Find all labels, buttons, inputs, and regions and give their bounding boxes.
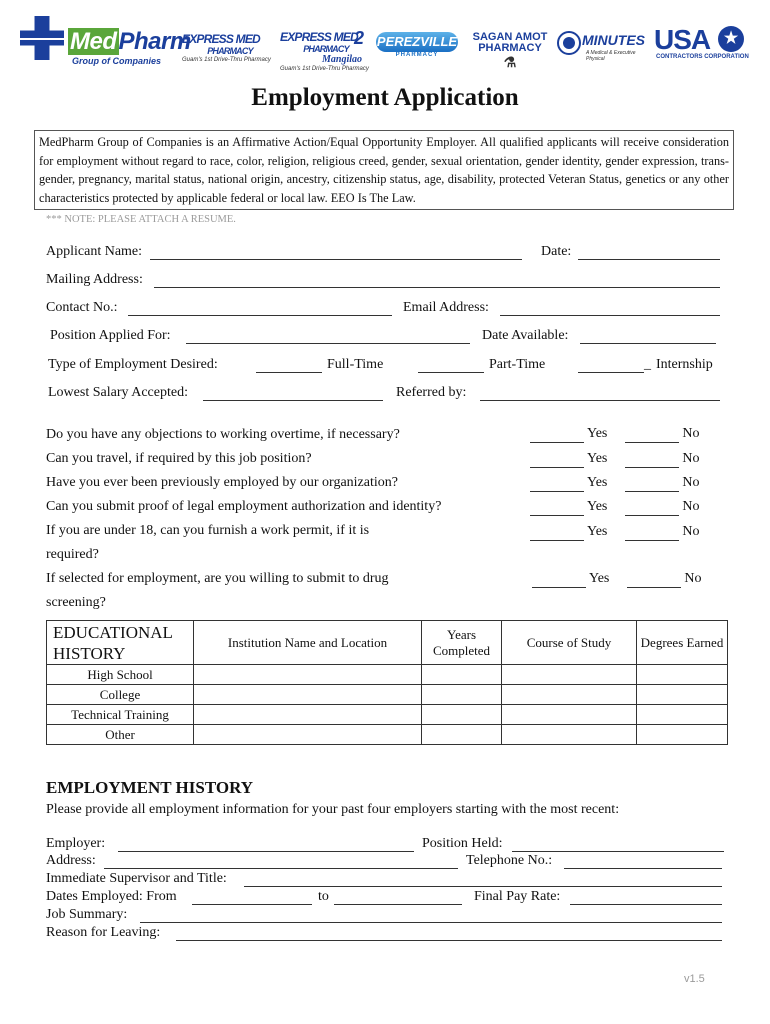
logo-subtext: PHARMACY: [303, 44, 349, 54]
table-cell[interactable]: [422, 725, 502, 745]
position-held-label: Position Held:: [422, 836, 503, 851]
date-field[interactable]: [578, 259, 720, 260]
reason-leaving-label: Reason for Leaving:: [46, 925, 161, 940]
internship-underscore: _: [644, 357, 651, 372]
question-work-permit-cont: required?: [46, 547, 99, 562]
table-cell[interactable]: [194, 705, 422, 725]
logo-tagline: Guam's 1st Drive-Thru Pharmacy: [182, 57, 271, 63]
table-cell[interactable]: [194, 665, 422, 685]
version-label: v1.5: [684, 973, 705, 985]
table-cell[interactable]: [637, 685, 728, 705]
table-row: [47, 665, 728, 685]
referred-by-label: Referred by:: [396, 385, 467, 400]
internship-checkbox[interactable]: [578, 372, 644, 373]
resume-note: *** NOTE: PLEASE ATTACH A RESUME.: [46, 214, 236, 225]
table-cell[interactable]: [502, 705, 637, 725]
email-label: Email Address:: [403, 300, 489, 315]
no-blank[interactable]: [627, 571, 681, 588]
date-available-label: Date Available:: [482, 328, 569, 343]
job-summary-field[interactable]: [140, 922, 722, 923]
question-previous-employment: Have you ever been previously employed by our organization?: [46, 475, 398, 490]
logo-subtext: PHARMACY: [395, 52, 439, 58]
final-pay-field[interactable]: [570, 904, 722, 905]
lowest-salary-field[interactable]: [203, 400, 383, 401]
no-blank[interactable]: [625, 451, 679, 468]
answer-previous-employment: [530, 475, 699, 492]
referred-by-field[interactable]: [480, 400, 720, 401]
yes-label: Yes: [586, 524, 608, 539]
logo-text: Med: [70, 28, 117, 55]
yes-blank[interactable]: [532, 571, 586, 588]
column-header: Years Completed: [422, 621, 502, 665]
star-icon: ★: [718, 26, 744, 52]
table-cell[interactable]: [422, 685, 502, 705]
page-title: Employment Application: [251, 84, 519, 111]
sagan-amot-logo: [470, 31, 550, 70]
yes-label: Yes: [586, 499, 608, 514]
education-title-line: EDUCATIONAL: [53, 622, 173, 642]
dates-to-label: to: [318, 889, 329, 904]
logo-town: Mangilao: [321, 54, 362, 65]
answer-drug-screening: [532, 571, 701, 588]
logo-text: SAGAN AMOT: [472, 31, 548, 43]
lowest-salary-label: Lowest Salary Accepted:: [48, 385, 188, 400]
telephone-field[interactable]: [564, 868, 722, 869]
date-available-field[interactable]: [580, 343, 716, 344]
table-cell[interactable]: [422, 705, 502, 725]
question-work-permit: If you are under 18, can you furnish a work permit, if it is: [46, 523, 370, 538]
applicant-name-label: Applicant Name:: [46, 244, 143, 259]
logo-text: USA: [654, 24, 711, 55]
question-travel: Can you travel, if required by this job position?: [46, 451, 312, 466]
logo-number: 2: [353, 28, 364, 48]
table-cell[interactable]: [637, 665, 728, 685]
table-cell[interactable]: [194, 725, 422, 745]
table-cell[interactable]: [422, 665, 502, 685]
yes-blank[interactable]: [530, 451, 584, 468]
yes-label: Yes: [586, 475, 608, 490]
medpharm-logo: [20, 16, 191, 68]
answer-overtime: [530, 426, 699, 443]
no-blank[interactable]: [625, 426, 679, 443]
position-applied-field[interactable]: [186, 343, 470, 344]
table-cell[interactable]: [502, 685, 637, 705]
question-overtime: Do you have any objections to working overtime, if necessary?: [46, 427, 400, 442]
employment-history-title: EMPLOYMENT HISTORY: [46, 778, 254, 797]
express-med-2-logo: [280, 28, 372, 72]
table-row: [47, 705, 728, 725]
yes-blank[interactable]: [530, 475, 584, 492]
logo-text: Pharm: [118, 28, 191, 55]
table-cell[interactable]: [502, 725, 637, 745]
yes-blank[interactable]: [530, 499, 584, 516]
position-applied-label: Position Applied For:: [50, 328, 171, 343]
telephone-label: Telephone No.:: [466, 853, 553, 868]
no-label: No: [684, 571, 702, 586]
table-row: [47, 685, 728, 705]
supervisor-label: Immediate Supervisor and Title:: [46, 871, 227, 886]
part-time-checkbox[interactable]: [418, 372, 484, 373]
table-cell[interactable]: [502, 665, 637, 685]
no-label: No: [682, 475, 700, 490]
education-header-row: [47, 621, 728, 665]
final-pay-label: Final Pay Rate:: [474, 889, 561, 904]
logo-text: EXPRESS MED: [182, 32, 260, 46]
yes-label: Yes: [588, 571, 610, 586]
question-drug-screening: If selected for employment, are you willing to submit to drug: [46, 571, 389, 586]
logo-text: MINUTES: [582, 32, 645, 48]
row-label: Technical Training: [47, 705, 194, 725]
yes-blank[interactable]: [530, 524, 584, 541]
answer-work-permit: [530, 524, 699, 541]
seal-icon: [556, 30, 582, 56]
no-label: No: [682, 451, 700, 466]
no-label: No: [682, 426, 700, 441]
logo-bar: [0, 0, 770, 80]
full-time-checkbox[interactable]: [256, 372, 322, 373]
eeo-notice: MedPharm Group of Companies is an Affirmative Action/Equal Opportunity Employer. All qualified applicants will receive consideration for employment without regard to race, color, religion, religious creed, gender, sexual orientation, gender identity, gender expression, trans-gender, pregnancy, marital status, national origin, ancestry, citizenship status, age, disability, protected Veteran Status, genetics or any other characteristics protected by applicable federal or local law. EEO Is The Law.: [34, 130, 734, 210]
email-field[interactable]: [500, 315, 720, 316]
full-time-label: Full-Time: [327, 357, 384, 372]
date-label: Date:: [541, 244, 572, 259]
education-title-line: HISTORY: [53, 643, 126, 663]
column-header: Course of Study: [502, 621, 637, 665]
logo-subtext: Group of Companies: [72, 56, 162, 66]
job-summary-label: Job Summary:: [46, 907, 128, 922]
table-row: [47, 725, 728, 745]
dates-employed-label: Dates Employed: From: [46, 889, 177, 904]
no-label: No: [682, 524, 700, 539]
logo-subtext: PHARMACY: [478, 42, 542, 54]
row-label: College: [47, 685, 194, 705]
dates-to-field[interactable]: [334, 904, 462, 905]
express-med-logo: [182, 32, 278, 62]
reason-leaving-field[interactable]: [176, 940, 722, 941]
employment-history-description: Please provide all employment information for your past four employers starting with the most recent:: [46, 802, 620, 817]
mortar-pestle-icon: ⚗: [503, 54, 517, 70]
logo-text: PEREZVILLE: [376, 32, 458, 52]
contact-no-label: Contact No.:: [46, 300, 118, 315]
logo-text: EXPRESS MED: [280, 30, 358, 44]
logo-subtext: PHARMACY: [207, 46, 253, 56]
answer-travel: [530, 451, 699, 468]
employment-type-label: Type of Employment Desired:: [48, 357, 218, 372]
no-blank[interactable]: [625, 499, 679, 516]
perezville-logo: [376, 32, 458, 60]
table-cell[interactable]: [637, 705, 728, 725]
address-field[interactable]: [104, 868, 458, 869]
internship-label: Internship: [656, 357, 713, 372]
applicant-name-field[interactable]: [150, 259, 522, 260]
question-drug-screening-cont: screening?: [46, 595, 106, 610]
no-blank[interactable]: [625, 475, 679, 492]
question-legal-authorization: Can you submit proof of legal employment authorization and identity?: [46, 499, 442, 514]
table-cell[interactable]: [194, 685, 422, 705]
address-label: Address:: [46, 853, 96, 868]
usa-contractors-logo: [654, 24, 752, 64]
no-blank[interactable]: [625, 524, 679, 541]
logo-tagline: Guam's 1st Drive-Thru Pharmacy: [280, 66, 369, 72]
answer-legal-authorization: [530, 499, 699, 516]
education-title: [47, 621, 194, 665]
column-header: Degrees Earned: [637, 621, 728, 665]
employer-field[interactable]: [118, 851, 414, 852]
yes-blank[interactable]: [530, 426, 584, 443]
logo-subtext: CONTRACTORS CORPORATION: [656, 54, 749, 60]
position-held-field[interactable]: [512, 851, 724, 852]
dates-from-field[interactable]: [192, 904, 312, 905]
minutes-logo: [556, 30, 650, 60]
row-label: Other: [47, 725, 194, 745]
logo-subtext: A Medical & Executive Physical: [586, 50, 636, 62]
table-cell[interactable]: [637, 725, 728, 745]
supervisor-field[interactable]: [244, 886, 722, 887]
no-label: No: [682, 499, 700, 514]
yes-label: Yes: [586, 451, 608, 466]
employer-label: Employer:: [46, 836, 106, 851]
yes-label: Yes: [586, 426, 608, 441]
mailing-address-field[interactable]: [154, 287, 720, 288]
row-label: High School: [47, 665, 194, 685]
column-header: Institution Name and Location: [194, 621, 422, 665]
part-time-label: Part-Time: [489, 357, 546, 372]
mailing-address-label: Mailing Address:: [46, 272, 143, 287]
education-table: [46, 620, 728, 745]
contact-no-field[interactable]: [128, 315, 392, 316]
